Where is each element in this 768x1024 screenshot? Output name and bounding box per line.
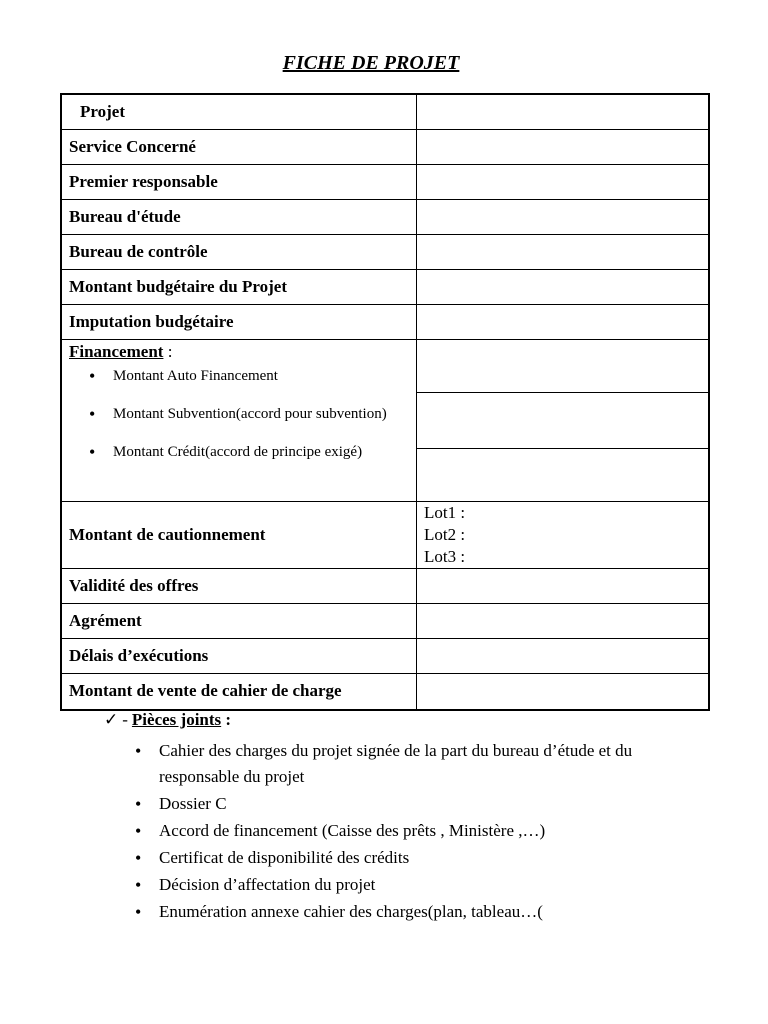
financement-value-subvention[interactable] (417, 392, 710, 448)
row-value-projet[interactable] (417, 94, 710, 129)
financement-cell (61, 339, 417, 501)
pieces-jointes-heading (104, 710, 231, 730)
list-item: • Certificat de disponibilité des crédits (133, 845, 653, 871)
lot-2: Lot2 : (424, 524, 466, 544)
table-row (61, 339, 709, 392)
page-title: FICHE DE PROJET (282, 52, 460, 74)
table-row (61, 234, 709, 269)
pieces-colon: : (221, 710, 232, 729)
table-row (61, 673, 709, 710)
row-value-responsable[interactable] (417, 164, 710, 199)
pieces-label: Pièces joints (131, 710, 222, 729)
checkmark-icon: ✓ (104, 710, 119, 729)
table-row (61, 638, 709, 673)
row-label-montant-budgetaire: Montant budgétaire du Projet (61, 269, 417, 304)
table-row (61, 129, 709, 164)
pieces-dash: - (122, 710, 128, 729)
list-item: • Cahier des charges du projet signée de la part du bureau d’étude et du responsable du projet (133, 738, 653, 790)
financement-value-credit[interactable] (417, 448, 710, 501)
financement-item-credit: • Montant Crédit(accord de principe exigé) (89, 442, 416, 462)
list-item: • Enumération annexe cahier des charges(plan, tableau…( (133, 899, 653, 925)
table-row (61, 199, 709, 234)
table-row (61, 94, 709, 129)
row-label-agrement: Agrément (61, 603, 417, 638)
row-value-service[interactable] (417, 129, 710, 164)
row-value-agrement[interactable] (417, 603, 710, 638)
row-label-cautionnement: Montant de cautionnement (61, 501, 417, 568)
row-label-vente-cahier: Montant de vente de cahier de charge (61, 673, 417, 710)
row-value-imputation[interactable] (417, 304, 710, 339)
table-row (61, 164, 709, 199)
list-item: • Dossier C (133, 791, 653, 817)
project-form-table (60, 93, 710, 711)
row-label-validite: Validité des offres (61, 568, 417, 603)
row-label-bureau-etude: Bureau d'étude (61, 199, 417, 234)
financement-item-auto: • Montant Auto Financement (89, 366, 416, 386)
financement-colon: : (163, 341, 173, 361)
cautionnement-lots[interactable] (417, 501, 710, 568)
row-value-montant-budgetaire[interactable] (417, 269, 710, 304)
pieces-jointes-list (133, 738, 653, 926)
row-value-bureau-etude[interactable] (417, 199, 710, 234)
financement-label: Financement (69, 341, 164, 361)
row-value-vente-cahier[interactable] (417, 673, 710, 710)
row-value-validite[interactable] (417, 568, 710, 603)
list-item: • Décision d’affectation du projet (133, 872, 653, 898)
list-item: • Accord de financement (Caisse des prêts , Ministère ,…) (133, 818, 653, 844)
row-value-bureau-controle[interactable] (417, 234, 710, 269)
row-label-delais: Délais d’exécutions (61, 638, 417, 673)
financement-item-subvention: • Montant Subvention(accord pour subvention) (89, 404, 416, 424)
table-row (61, 304, 709, 339)
row-value-delais[interactable] (417, 638, 710, 673)
lot-3: Lot3 : (424, 546, 466, 566)
row-label-responsable: Premier responsable (61, 164, 417, 199)
lot-1: Lot1 : (424, 502, 466, 522)
financement-list (69, 366, 416, 462)
table-row (61, 269, 709, 304)
row-label-imputation: Imputation budgétaire (61, 304, 417, 339)
financement-value-auto[interactable] (417, 339, 710, 392)
row-label-service: Service Concerné (61, 129, 417, 164)
table-row (61, 501, 709, 568)
table-row (61, 568, 709, 603)
row-label-projet: Projet (61, 94, 417, 129)
table-row (61, 603, 709, 638)
row-label-bureau-controle: Bureau de contrôle (61, 234, 417, 269)
